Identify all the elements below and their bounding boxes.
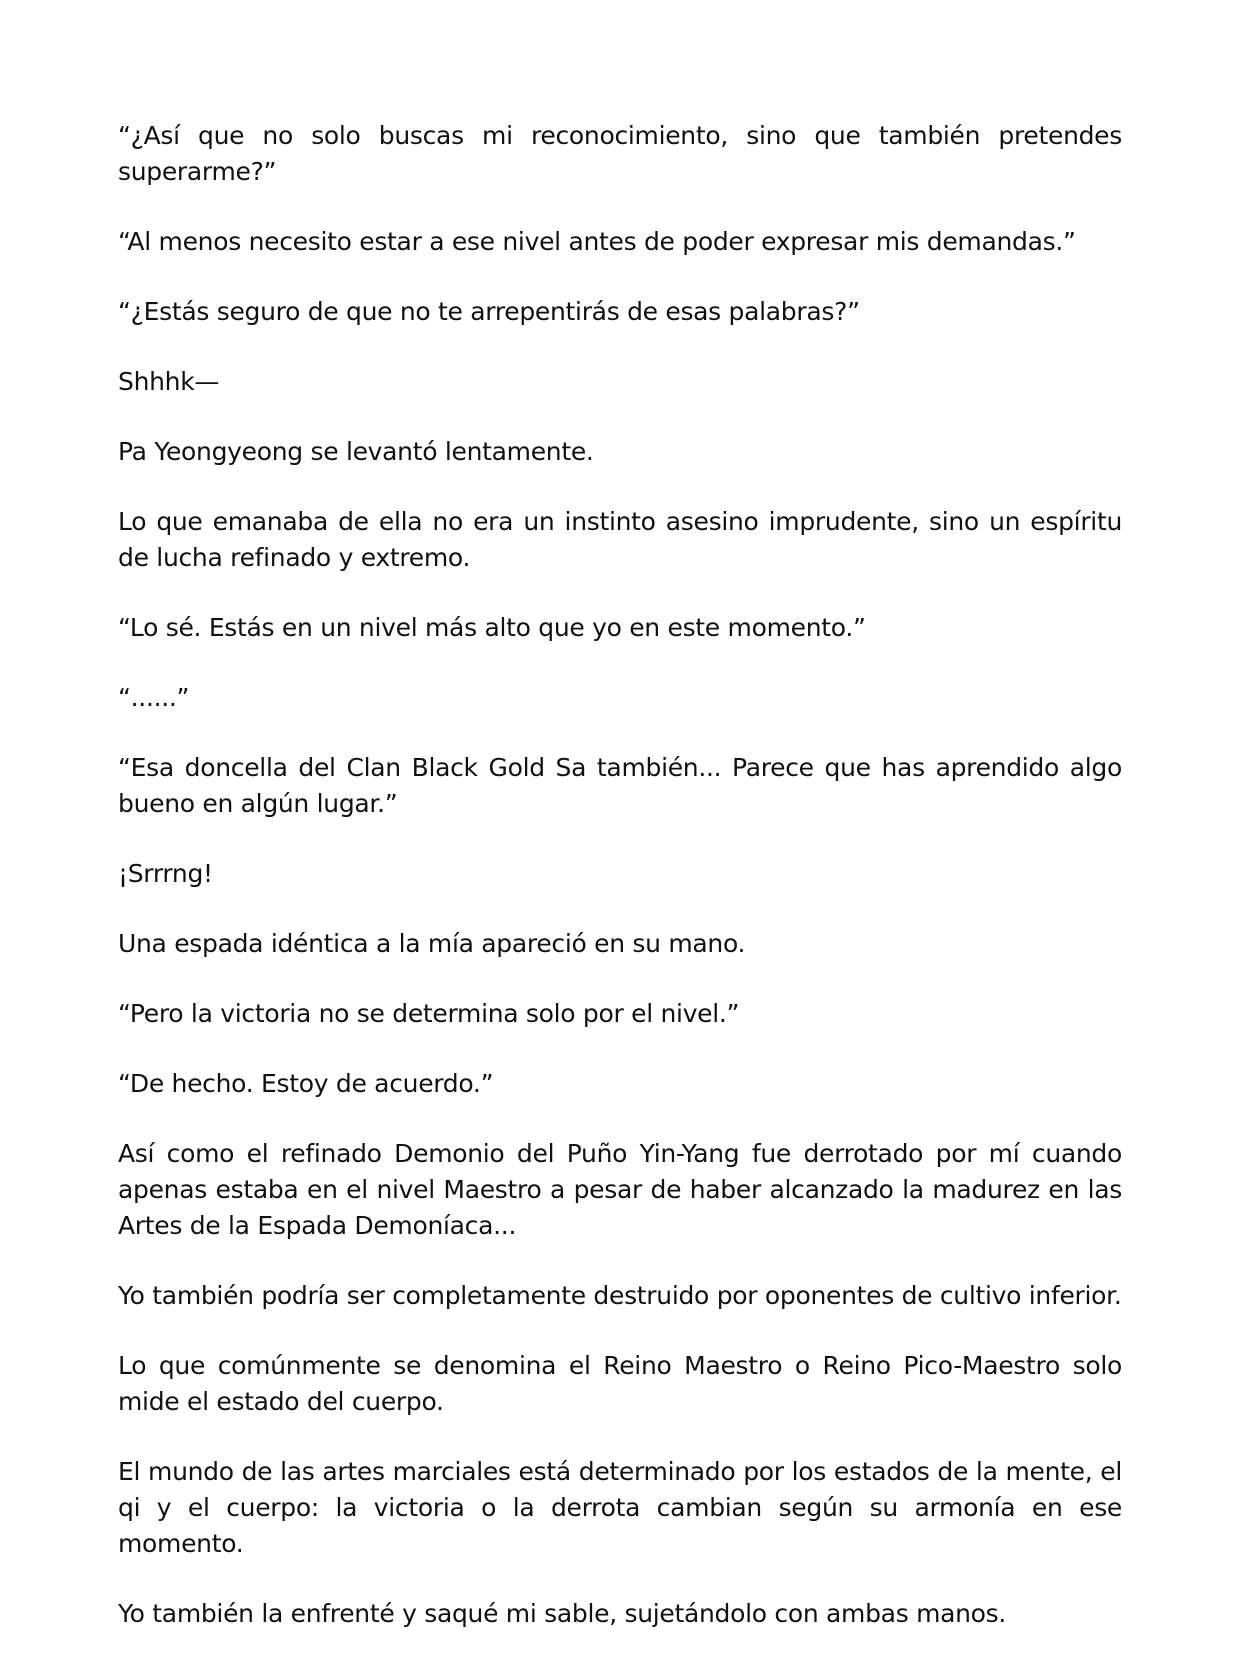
paragraph-11: Una espada idéntica a la mía apareció en su mano. bbox=[118, 929, 746, 958]
paragraph-17: El mundo de las artes marciales está determinado por los estados de la mente, el qi y el cuerpo: la victoria o la derrota cambian según su armonía en ese momento. bbox=[118, 1457, 1122, 1558]
paragraph-13: “De hecho. Estoy de acuerdo.” bbox=[118, 1069, 494, 1098]
paragraph-16: Lo que comúnmente se denomina el Reino Maestro o Reino Pico-Maestro solo mide el estado del cuerpo. bbox=[118, 1351, 1122, 1416]
paragraph-7: “Lo sé. Estás en un nivel más alto que yo en este momento.” bbox=[118, 613, 866, 642]
paragraph-12: “Pero la victoria no se determina solo por el nivel.” bbox=[118, 999, 740, 1028]
paragraph-15: Yo también podría ser completamente destruido por oponentes de cultivo inferior. bbox=[118, 1281, 1122, 1310]
paragraph-9: “Esa doncella del Clan Black Gold Sa también... Parece que has aprendido algo bueno en algún lugar.” bbox=[118, 753, 1122, 818]
paragraph-1: “¿Así que no solo buscas mi reconocimiento, sino que también pretendes superarme?” bbox=[118, 121, 1122, 186]
document-body bbox=[118, 118, 1122, 1666]
paragraph-3: “¿Estás seguro de que no te arrepentirás de esas palabras?” bbox=[118, 297, 860, 326]
paragraph-6: Lo que emanaba de ella no era un instinto asesino imprudente, sino un espíritu de lucha refinado y extremo. bbox=[118, 507, 1122, 572]
paragraph-18: Yo también la enfrenté y saqué mi sable, sujetándolo con ambas manos. bbox=[118, 1599, 1007, 1628]
paragraph-10: ¡Srrrng! bbox=[118, 859, 213, 888]
paragraph-8: “......” bbox=[118, 683, 190, 712]
paragraph-5: Pa Yeongyeong se levantó lentamente. bbox=[118, 437, 594, 466]
paragraph-4: Shhhk— bbox=[118, 367, 220, 396]
paragraph-2: “Al menos necesito estar a ese nivel antes de poder expresar mis demandas.” bbox=[118, 227, 1076, 256]
paragraph-14: Así como el refinado Demonio del Puño Yin-Yang fue derrotado por mí cuando apenas estaba en el nivel Maestro a pesar de haber alcanzado la madurez en las Artes de la Espada Demoníaca... bbox=[118, 1139, 1122, 1240]
